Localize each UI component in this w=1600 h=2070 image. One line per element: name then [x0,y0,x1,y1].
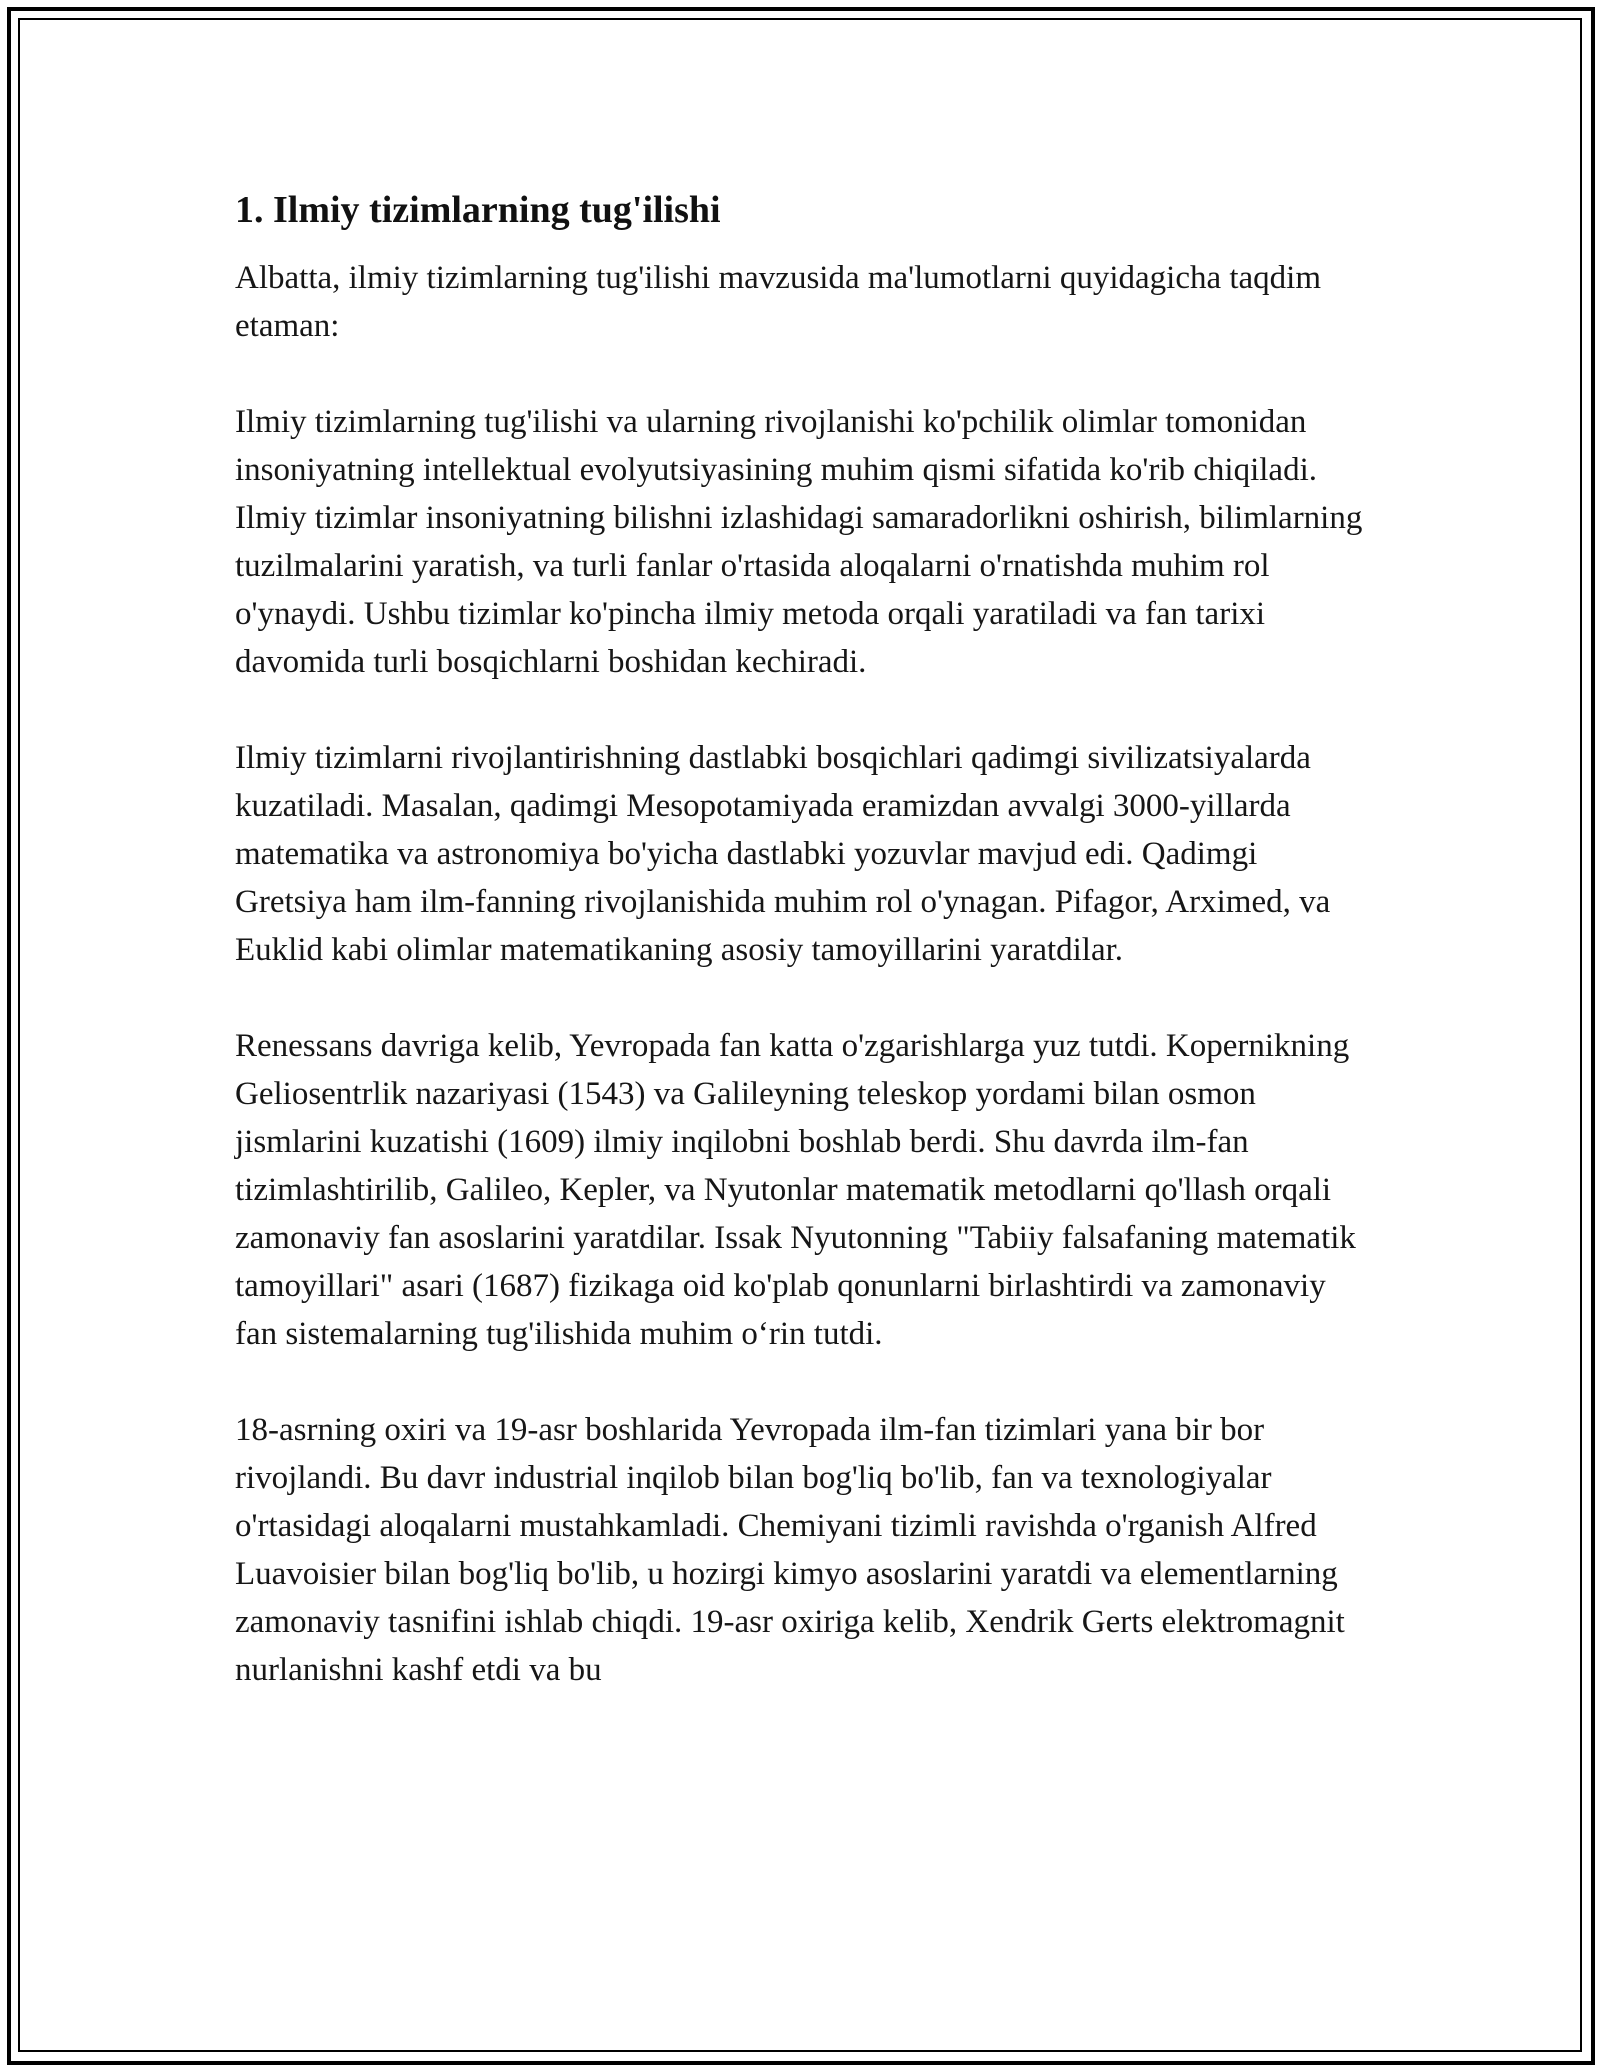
paragraph-overview: Ilmiy tizimlarning tug'ilishi va ularning rivojlanishi ko'pchilik olimlar tomonidan insoniyatning intellektual evolyutsiyasining muhim qismi sifatida ko'rib chiqiladi. Ilmiy tizimlar insoniyatning bilishni izlashidagi samaradorlikni oshirish, bilimlarning tuzilmalarini yaratish, va turli fanlar o'rtasida aloqalarni o'rnatishda muhim rol o'ynaydi. Ushbu tizimlar ko'pincha ilmiy metoda orqali yaratiladi va fan tarixi davomida turli bosqichlarni boshidan kechiradi. [235,404,1363,680]
paragraph-ancient: Ilmiy tizimlarni rivojlantirishning dastlabki bosqichlari qadimgi sivilizatsiyalarda kuzatiladi. Masalan, qadimgi Mesopotamiyada eramizdan avvalgi 3000-yillarda matematika va astronomiya bo'yicha dastlabki yozuvlar mavjud edi. Qadimgi Gretsiya ham ilm-fanning rivojlanishida muhim rol o'ynagan. Pifagor, Arximed, va Euklid kabi olimlar matematikaning asosiy tamoyillarini yaratdilar. [235,740,1331,968]
paragraph-19th-century: 18-asrning oxiri va 19-asr boshlarida Yevropada ilm-fan tizimlari yana bir bor rivojlandi. Bu davr industrial inqilob bilan bog'liq bo'lib, fan va texnologiyalar o'rtasidagi aloqalarni mustahkamladi. Chemiyani tizimli ravishda o'rganish Alfred Luavoisier bilan bog'liq bo'lib, u hozirgi kimyo asoslarini yaratdi va elementlarning zamonaviy tasnifini ishlab chiqdi. 19-asr oxiriga kelib, Xendrik Gerts elektromagnit nurlanishni kashf etdi va bu [235,1412,1345,1688]
paragraph-intro: Albatta, ilmiy tizimlarning tug'ilishi mavzusida ma'lumotlarni quyidagicha taqdim etaman: [235,260,1322,344]
section-title: 1. Ilmiy tizimlarning tug'ilishi [235,189,721,231]
document-body [235,186,1375,1742]
paragraph-renaissance: Renessans davriga kelib, Yevropada fan katta o'zgarishlarga yuz tutdi. Kopernikning Geliosentrlik nazariyasi (1543) va Galileyning teleskop yordami bilan osmon jismlarini kuzatishi (1609) ilmiy inqilobni boshlab berdi. Shu davrda ilm-fan tizimlashtirilib, Galileo, Kepler, va Nyutonlar matematik metodlarni qo'llash orqali zamonaviy fan asoslarini yaratdilar. Issak Nyutonning "Tabiiy falsafaning matematik tamoyillari" asari (1687) fizikaga oid ko'plab qonunlarni birlashtirdi va zamonaviy fan sistemalarning tug'ilishida muhim o‘rin tutdi. [235,1028,1356,1352]
